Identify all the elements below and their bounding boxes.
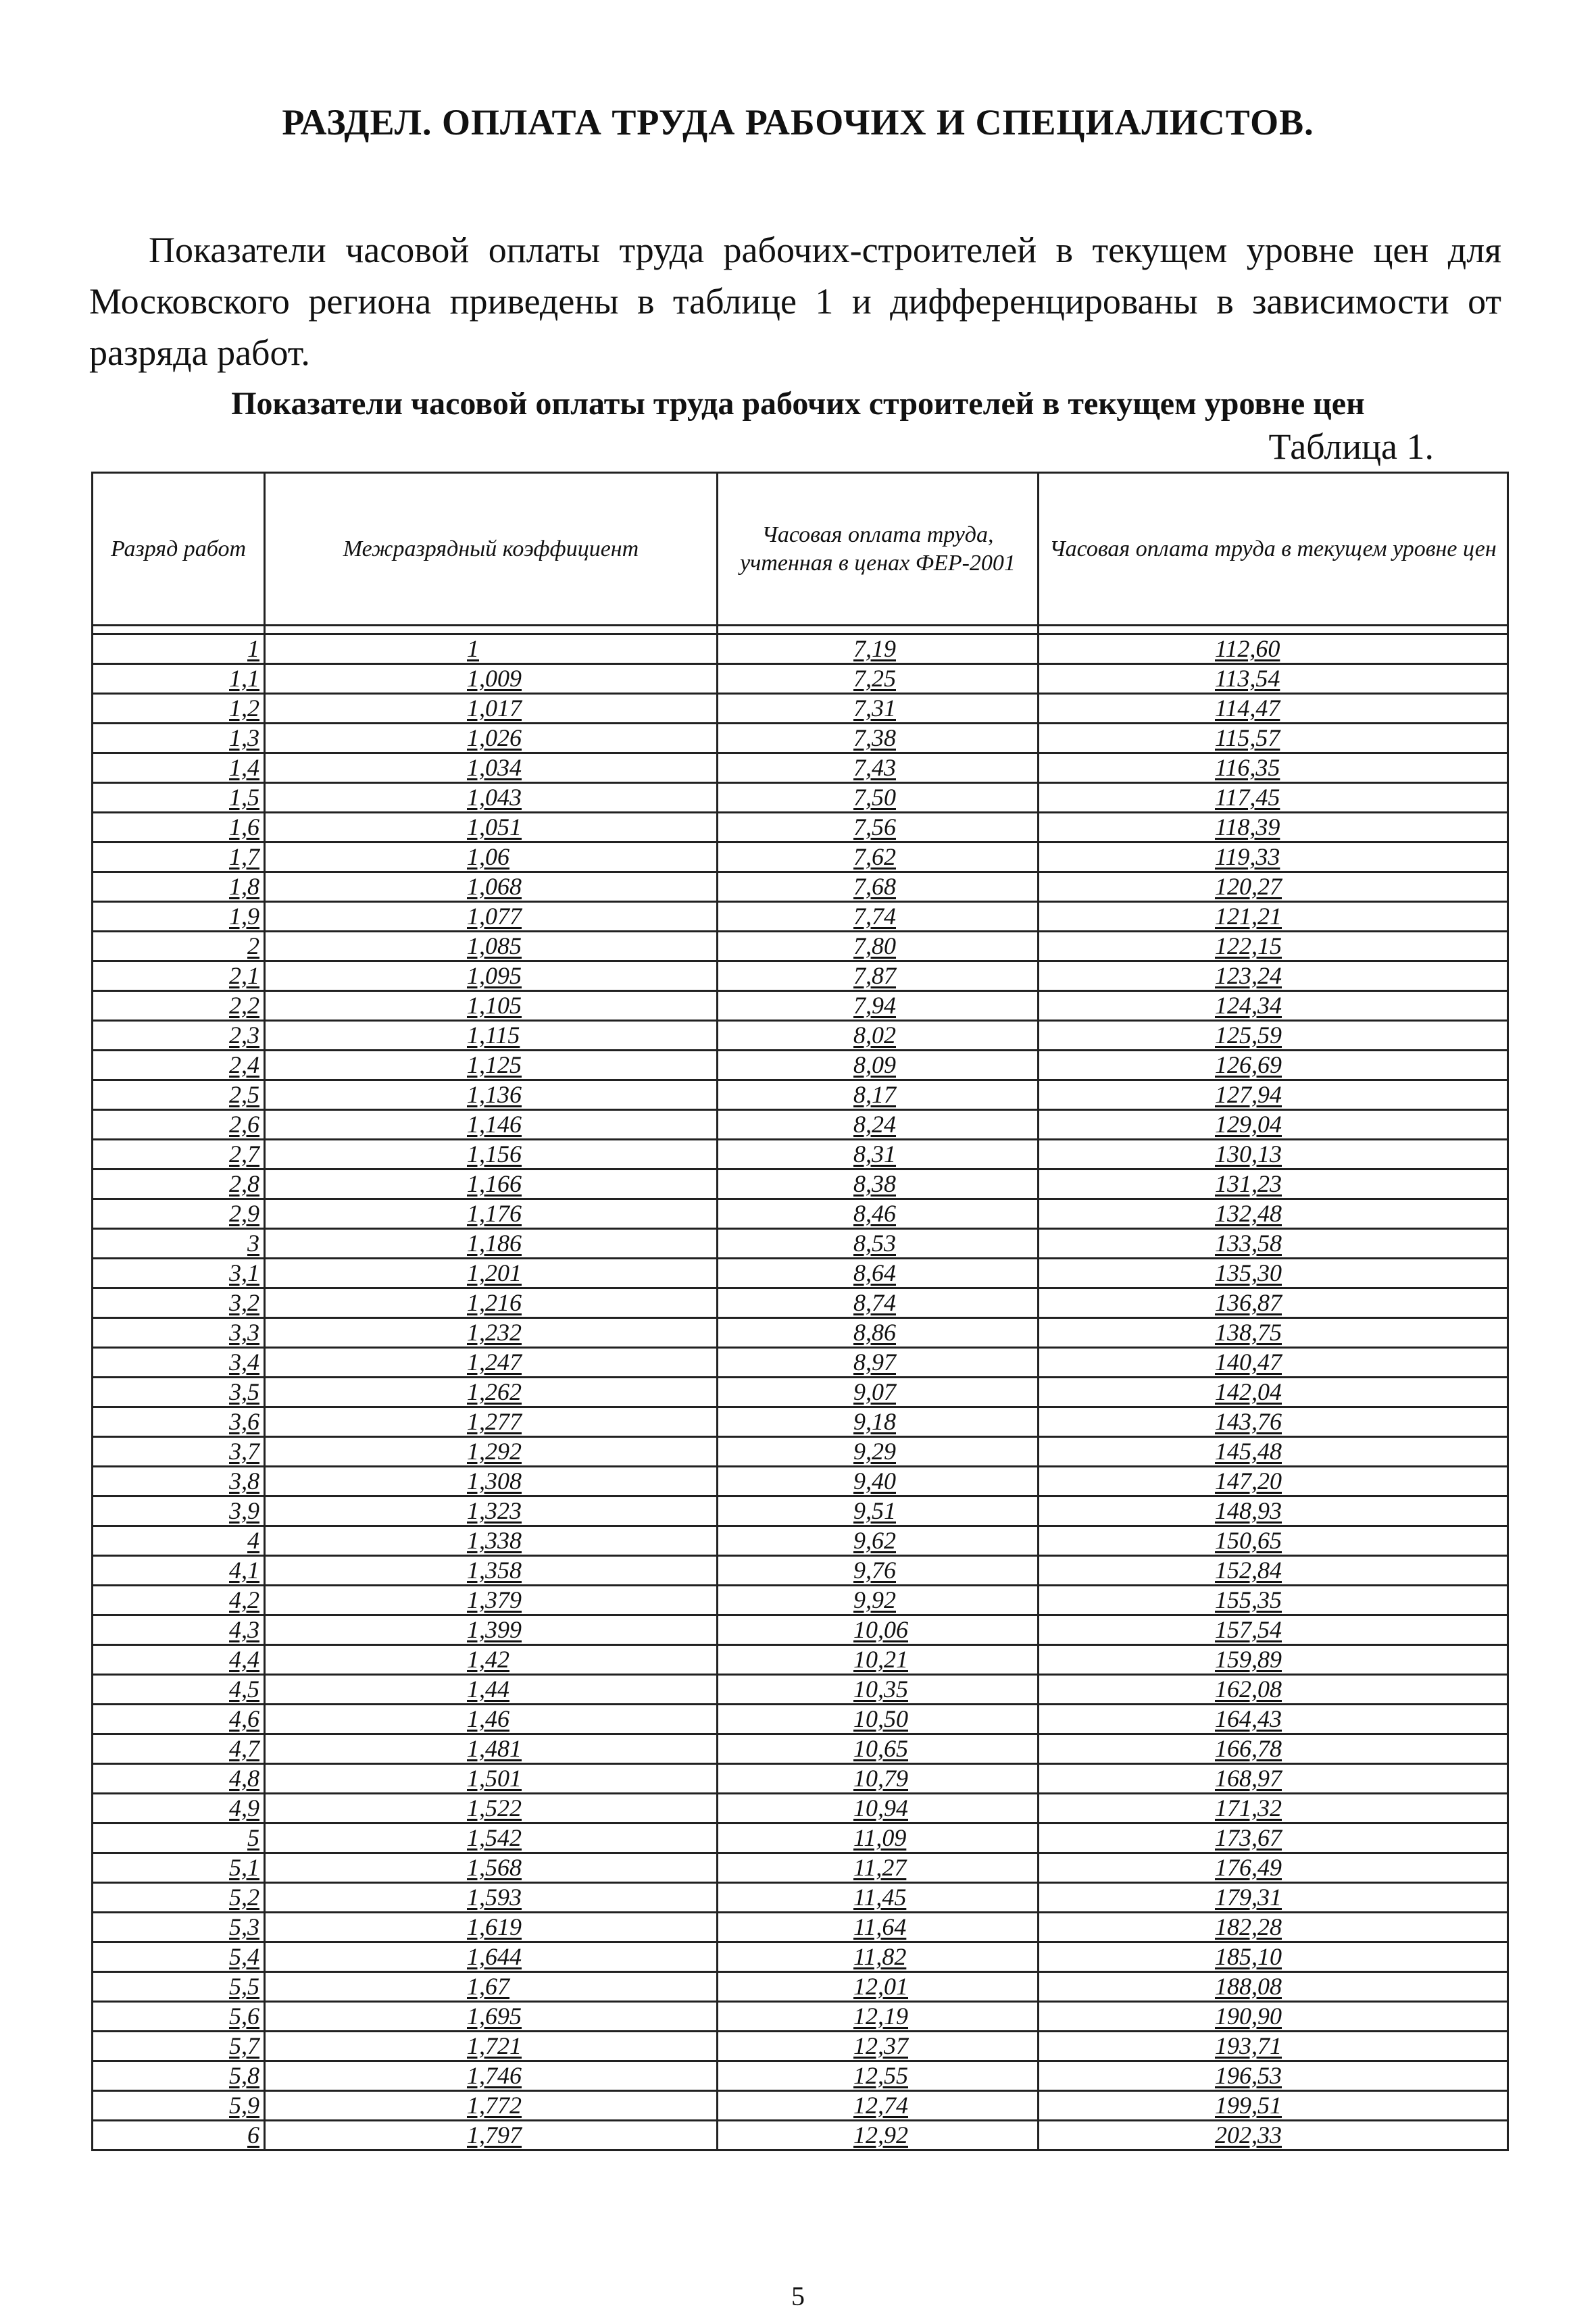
cell-grade: 4,6 — [93, 1705, 265, 1734]
table-row — [93, 1496, 1508, 1526]
table-row — [93, 1378, 1508, 1407]
cell-fer-rate: 12,74 — [718, 2091, 1039, 2121]
table-body — [93, 626, 1508, 2150]
cell-grade: 1,7 — [93, 842, 265, 872]
cell-grade: 3,4 — [93, 1348, 265, 1378]
cell-current-rate: 112,60 — [1039, 634, 1508, 664]
cell-grade: 3,3 — [93, 1318, 265, 1348]
cell-fer-rate: 12,01 — [718, 1972, 1039, 2002]
table-header-row — [93, 473, 1508, 626]
cell-coefficient: 1,695 — [265, 2002, 718, 2032]
cell-fer-rate: 9,29 — [718, 1437, 1039, 1467]
cell-grade: 5,9 — [93, 2091, 265, 2121]
cell-fer-rate: 12,92 — [718, 2121, 1039, 2150]
cell-current-rate: 150,65 — [1039, 1526, 1508, 1556]
cell-grade: 4,5 — [93, 1675, 265, 1705]
cell-coefficient: 1,156 — [265, 1140, 718, 1169]
table-row — [93, 1823, 1508, 1853]
cell-current-rate: 122,15 — [1039, 932, 1508, 961]
cell-current-rate: 166,78 — [1039, 1734, 1508, 1764]
cell-coefficient: 1,568 — [265, 1853, 718, 1883]
cell-current-rate: 133,58 — [1039, 1229, 1508, 1259]
cell-coefficient: 1,746 — [265, 2061, 718, 2091]
cell-current-rate: 131,23 — [1039, 1169, 1508, 1199]
cell-current-rate: 155,35 — [1039, 1586, 1508, 1615]
cell-coefficient: 1,67 — [265, 1972, 718, 2002]
cell-grade: 1,5 — [93, 783, 265, 813]
cell-fer-rate: 8,09 — [718, 1051, 1039, 1080]
cell-coefficient: 1,077 — [265, 902, 718, 932]
cell-grade: 5,2 — [93, 1883, 265, 1913]
cell-coefficient: 1,068 — [265, 872, 718, 902]
cell-grade: 6 — [93, 2121, 265, 2150]
cell-fer-rate: 11,82 — [718, 1942, 1039, 1972]
table-spacer-row — [93, 626, 1508, 634]
cell-coefficient: 1,051 — [265, 813, 718, 842]
table-row — [93, 694, 1508, 724]
cell-current-rate: 123,24 — [1039, 961, 1508, 991]
cell-fer-rate: 12,55 — [718, 2061, 1039, 2091]
cell-current-rate: 152,84 — [1039, 1556, 1508, 1586]
cell-fer-rate: 11,27 — [718, 1853, 1039, 1883]
table-row — [93, 783, 1508, 813]
table-row — [93, 1675, 1508, 1705]
cell-grade: 2,3 — [93, 1021, 265, 1051]
table-row — [93, 1318, 1508, 1348]
cell-grade: 3,1 — [93, 1259, 265, 1288]
cell-current-rate: 135,30 — [1039, 1259, 1508, 1288]
cell-coefficient: 1,201 — [265, 1259, 718, 1288]
cell-current-rate: 113,54 — [1039, 664, 1508, 694]
cell-fer-rate: 7,68 — [718, 872, 1039, 902]
cell-coefficient: 1,797 — [265, 2121, 718, 2150]
table-row — [93, 1437, 1508, 1467]
table-title: Показатели часовой оплаты труда рабочих строителей в текущем уровне цен — [231, 386, 1365, 422]
cell-grade: 4 — [93, 1526, 265, 1556]
cell-fer-rate: 9,18 — [718, 1407, 1039, 1437]
cell-coefficient: 1,136 — [265, 1080, 718, 1110]
cell-current-rate: 124,34 — [1039, 991, 1508, 1021]
cell-coefficient: 1,542 — [265, 1823, 718, 1853]
cell-fer-rate: 8,97 — [718, 1348, 1039, 1378]
table-row — [93, 842, 1508, 872]
cell-grade: 5,8 — [93, 2061, 265, 2091]
cell-coefficient: 1,017 — [265, 694, 718, 724]
cell-fer-rate: 7,87 — [718, 961, 1039, 991]
cell-current-rate: 196,53 — [1039, 2061, 1508, 2091]
table-row — [93, 1972, 1508, 2002]
cell-coefficient: 1,262 — [265, 1378, 718, 1407]
table-row — [93, 753, 1508, 783]
cell-grade: 4,1 — [93, 1556, 265, 1586]
cell-fer-rate: 12,37 — [718, 2032, 1039, 2061]
cell-coefficient: 1,772 — [265, 2091, 718, 2121]
col-header-current-rate: Часовая оплата труда в текущем уровне цен — [1039, 473, 1508, 626]
cell-current-rate: 121,21 — [1039, 902, 1508, 932]
cell-coefficient: 1,522 — [265, 1794, 718, 1823]
cell-current-rate: 140,47 — [1039, 1348, 1508, 1378]
cell-grade: 5,3 — [93, 1913, 265, 1942]
cell-fer-rate: 7,80 — [718, 932, 1039, 961]
cell-grade: 2,9 — [93, 1199, 265, 1229]
cell-fer-rate: 8,17 — [718, 1080, 1039, 1110]
cell-fer-rate: 7,38 — [718, 724, 1039, 753]
cell-grade: 1 — [93, 634, 265, 664]
cell-current-rate: 120,27 — [1039, 872, 1508, 902]
cell-coefficient: 1,232 — [265, 1318, 718, 1348]
cell-coefficient: 1,146 — [265, 1110, 718, 1140]
table-row — [93, 2032, 1508, 2061]
cell-fer-rate: 7,74 — [718, 902, 1039, 932]
cell-grade: 2,5 — [93, 1080, 265, 1110]
cell-fer-rate: 8,74 — [718, 1288, 1039, 1318]
cell-current-rate: 193,71 — [1039, 2032, 1508, 2061]
table-row — [93, 1110, 1508, 1140]
cell-current-rate: 202,33 — [1039, 2121, 1508, 2150]
table-row — [93, 1467, 1508, 1496]
table-row — [93, 991, 1508, 1021]
cell-current-rate: 185,10 — [1039, 1942, 1508, 1972]
table-row — [93, 902, 1508, 932]
cell-coefficient: 1,043 — [265, 783, 718, 813]
cell-coefficient: 1,186 — [265, 1229, 718, 1259]
cell-grade: 1,2 — [93, 694, 265, 724]
cell-fer-rate: 7,19 — [718, 634, 1039, 664]
table-row — [93, 664, 1508, 694]
cell-fer-rate: 12,19 — [718, 2002, 1039, 2032]
cell-grade: 5,6 — [93, 2002, 265, 2032]
cell-grade: 4,8 — [93, 1764, 265, 1794]
cell-coefficient: 1,176 — [265, 1199, 718, 1229]
cell-coefficient: 1 — [265, 634, 718, 664]
cell-current-rate: 118,39 — [1039, 813, 1508, 842]
cell-grade: 4,9 — [93, 1794, 265, 1823]
cell-grade: 4,7 — [93, 1734, 265, 1764]
cell-fer-rate: 9,62 — [718, 1526, 1039, 1556]
cell-coefficient: 1,009 — [265, 664, 718, 694]
cell-grade: 1,9 — [93, 902, 265, 932]
cell-fer-rate: 11,64 — [718, 1913, 1039, 1942]
col-header-fer-rate: Часовая оплата труда, учтенная в ценах ФЕР-2001 — [718, 473, 1039, 626]
cell-current-rate: 188,08 — [1039, 1972, 1508, 2002]
table-row — [93, 1288, 1508, 1318]
table-row — [93, 1140, 1508, 1169]
cell-coefficient: 1,644 — [265, 1942, 718, 1972]
table-row — [93, 2121, 1508, 2150]
cell-grade: 3,7 — [93, 1437, 265, 1467]
cell-coefficient: 1,105 — [265, 991, 718, 1021]
cell-current-rate: 138,75 — [1039, 1318, 1508, 1348]
cell-current-rate: 157,54 — [1039, 1615, 1508, 1645]
cell-current-rate: 176,49 — [1039, 1853, 1508, 1883]
cell-current-rate: 130,13 — [1039, 1140, 1508, 1169]
table-row — [93, 1883, 1508, 1913]
table-row — [93, 2002, 1508, 2032]
cell-fer-rate: 8,02 — [718, 1021, 1039, 1051]
cell-current-rate: 136,87 — [1039, 1288, 1508, 1318]
cell-fer-rate: 8,31 — [718, 1140, 1039, 1169]
cell-coefficient: 1,399 — [265, 1615, 718, 1645]
cell-current-rate: 147,20 — [1039, 1467, 1508, 1496]
cell-fer-rate: 9,07 — [718, 1378, 1039, 1407]
table-row — [93, 1051, 1508, 1080]
table-row — [93, 1199, 1508, 1229]
col-header-grade: Разряд работ — [93, 473, 265, 626]
table-row — [93, 813, 1508, 842]
cell-grade: 4,3 — [93, 1615, 265, 1645]
table-row — [93, 1913, 1508, 1942]
table-label: Таблица 1. — [1268, 426, 1434, 467]
intro-paragraph: Показатели часовой оплаты труда рабочих-строителей в текущем уровне цен для Московского региона приведены в таблице 1 и дифференцированы в зависимости от разряда работ. — [89, 230, 1501, 373]
table-row — [93, 1645, 1508, 1675]
cell-fer-rate: 8,53 — [718, 1229, 1039, 1259]
table-row — [93, 1169, 1508, 1199]
cell-fer-rate: 11,45 — [718, 1883, 1039, 1913]
table-row — [93, 961, 1508, 991]
col-header-coefficient: Межразрядный коэффициент — [265, 473, 718, 626]
cell-fer-rate: 7,31 — [718, 694, 1039, 724]
cell-current-rate: 173,67 — [1039, 1823, 1508, 1853]
cell-fer-rate: 8,46 — [718, 1199, 1039, 1229]
cell-fer-rate: 10,50 — [718, 1705, 1039, 1734]
cell-fer-rate: 11,09 — [718, 1823, 1039, 1853]
cell-grade: 5 — [93, 1823, 265, 1853]
table-row — [93, 1794, 1508, 1823]
cell-grade: 2,6 — [93, 1110, 265, 1140]
cell-grade: 2 — [93, 932, 265, 961]
cell-fer-rate: 10,94 — [718, 1794, 1039, 1823]
cell-fer-rate: 9,76 — [718, 1556, 1039, 1586]
wage-table — [91, 472, 1509, 2151]
cell-current-rate: 119,33 — [1039, 842, 1508, 872]
cell-coefficient: 1,292 — [265, 1437, 718, 1467]
table-row — [93, 1734, 1508, 1764]
cell-grade: 5,7 — [93, 2032, 265, 2061]
table-row — [93, 1526, 1508, 1556]
cell-fer-rate: 10,79 — [718, 1764, 1039, 1794]
cell-coefficient: 1,216 — [265, 1288, 718, 1318]
cell-current-rate: 127,94 — [1039, 1080, 1508, 1110]
cell-fer-rate: 7,62 — [718, 842, 1039, 872]
table-row — [93, 1615, 1508, 1645]
cell-current-rate: 142,04 — [1039, 1378, 1508, 1407]
cell-current-rate: 164,43 — [1039, 1705, 1508, 1734]
cell-fer-rate: 8,64 — [718, 1259, 1039, 1288]
table-row — [93, 1080, 1508, 1110]
cell-grade: 4,4 — [93, 1645, 265, 1675]
cell-current-rate: 199,51 — [1039, 2091, 1508, 2121]
cell-grade: 2,4 — [93, 1051, 265, 1080]
cell-grade: 3,6 — [93, 1407, 265, 1437]
cell-fer-rate: 7,25 — [718, 664, 1039, 694]
table-row — [93, 724, 1508, 753]
cell-coefficient: 1,085 — [265, 932, 718, 961]
cell-current-rate: 171,32 — [1039, 1794, 1508, 1823]
cell-grade: 1,1 — [93, 664, 265, 694]
cell-grade: 5,1 — [93, 1853, 265, 1883]
cell-current-rate: 116,35 — [1039, 753, 1508, 783]
cell-coefficient: 1,619 — [265, 1913, 718, 1942]
cell-coefficient: 1,44 — [265, 1675, 718, 1705]
cell-grade: 1,3 — [93, 724, 265, 753]
cell-fer-rate: 9,51 — [718, 1496, 1039, 1526]
cell-coefficient: 1,115 — [265, 1021, 718, 1051]
cell-coefficient: 1,358 — [265, 1556, 718, 1586]
cell-fer-rate: 8,38 — [718, 1169, 1039, 1199]
cell-current-rate: 145,48 — [1039, 1437, 1508, 1467]
cell-coefficient: 1,034 — [265, 753, 718, 783]
cell-current-rate: 143,76 — [1039, 1407, 1508, 1437]
cell-grade: 1,4 — [93, 753, 265, 783]
cell-current-rate: 125,59 — [1039, 1021, 1508, 1051]
cell-coefficient: 1,277 — [265, 1407, 718, 1437]
cell-coefficient: 1,501 — [265, 1764, 718, 1794]
cell-coefficient: 1,323 — [265, 1496, 718, 1526]
table-row — [93, 1259, 1508, 1288]
cell-fer-rate: 7,94 — [718, 991, 1039, 1021]
table-row — [93, 1853, 1508, 1883]
cell-current-rate: 168,97 — [1039, 1764, 1508, 1794]
table-row — [93, 634, 1508, 664]
cell-current-rate: 148,93 — [1039, 1496, 1508, 1526]
table-row — [93, 872, 1508, 902]
table-row — [93, 2091, 1508, 2121]
cell-grade: 3,5 — [93, 1378, 265, 1407]
cell-coefficient: 1,481 — [265, 1734, 718, 1764]
cell-current-rate: 115,57 — [1039, 724, 1508, 753]
cell-grade: 5,5 — [93, 1972, 265, 2002]
cell-coefficient: 1,166 — [265, 1169, 718, 1199]
cell-coefficient: 1,721 — [265, 2032, 718, 2061]
cell-grade: 2,8 — [93, 1169, 265, 1199]
section-title: РАЗДЕЛ. ОПЛАТА ТРУДА РАБОЧИХ И СПЕЦИАЛИСТОВ. — [282, 102, 1314, 143]
cell-coefficient: 1,026 — [265, 724, 718, 753]
cell-fer-rate: 10,21 — [718, 1645, 1039, 1675]
table-row — [93, 1021, 1508, 1051]
cell-grade: 3,2 — [93, 1288, 265, 1318]
cell-current-rate: 114,47 — [1039, 694, 1508, 724]
table-row — [93, 1407, 1508, 1437]
cell-grade: 2,1 — [93, 961, 265, 991]
page-number: 5 — [791, 2281, 805, 2311]
cell-current-rate: 190,90 — [1039, 2002, 1508, 2032]
cell-current-rate: 126,69 — [1039, 1051, 1508, 1080]
cell-current-rate: 182,28 — [1039, 1913, 1508, 1942]
cell-grade: 3,9 — [93, 1496, 265, 1526]
cell-fer-rate: 7,56 — [718, 813, 1039, 842]
cell-coefficient: 1,46 — [265, 1705, 718, 1734]
cell-coefficient: 1,095 — [265, 961, 718, 991]
cell-coefficient: 1,593 — [265, 1883, 718, 1913]
cell-coefficient: 1,247 — [265, 1348, 718, 1378]
cell-fer-rate: 10,06 — [718, 1615, 1039, 1645]
cell-coefficient: 1,308 — [265, 1467, 718, 1496]
cell-grade: 3 — [93, 1229, 265, 1259]
table-row — [93, 2061, 1508, 2091]
table-row — [93, 1556, 1508, 1586]
cell-current-rate: 132,48 — [1039, 1199, 1508, 1229]
cell-grade: 2,7 — [93, 1140, 265, 1169]
cell-fer-rate: 7,50 — [718, 783, 1039, 813]
cell-grade: 3,8 — [93, 1467, 265, 1496]
table-row — [93, 932, 1508, 961]
table-row — [93, 1348, 1508, 1378]
cell-grade: 5,4 — [93, 1942, 265, 1972]
cell-current-rate: 162,08 — [1039, 1675, 1508, 1705]
cell-fer-rate: 7,43 — [718, 753, 1039, 783]
table-row — [93, 1942, 1508, 1972]
cell-current-rate: 179,31 — [1039, 1883, 1508, 1913]
cell-current-rate: 129,04 — [1039, 1110, 1508, 1140]
table-row — [93, 1705, 1508, 1734]
cell-fer-rate: 10,65 — [718, 1734, 1039, 1764]
cell-coefficient: 1,06 — [265, 842, 718, 872]
cell-current-rate: 159,89 — [1039, 1645, 1508, 1675]
cell-coefficient: 1,379 — [265, 1586, 718, 1615]
cell-grade: 1,8 — [93, 872, 265, 902]
cell-fer-rate: 8,24 — [718, 1110, 1039, 1140]
cell-fer-rate: 10,35 — [718, 1675, 1039, 1705]
table-row — [93, 1586, 1508, 1615]
cell-grade: 4,2 — [93, 1586, 265, 1615]
cell-fer-rate: 9,40 — [718, 1467, 1039, 1496]
cell-fer-rate: 9,92 — [718, 1586, 1039, 1615]
cell-grade: 1,6 — [93, 813, 265, 842]
table-row — [93, 1764, 1508, 1794]
cell-grade: 2,2 — [93, 991, 265, 1021]
table-row — [93, 1229, 1508, 1259]
cell-coefficient: 1,338 — [265, 1526, 718, 1556]
cell-current-rate: 117,45 — [1039, 783, 1508, 813]
cell-fer-rate: 8,86 — [718, 1318, 1039, 1348]
cell-coefficient: 1,125 — [265, 1051, 718, 1080]
cell-coefficient: 1,42 — [265, 1645, 718, 1675]
